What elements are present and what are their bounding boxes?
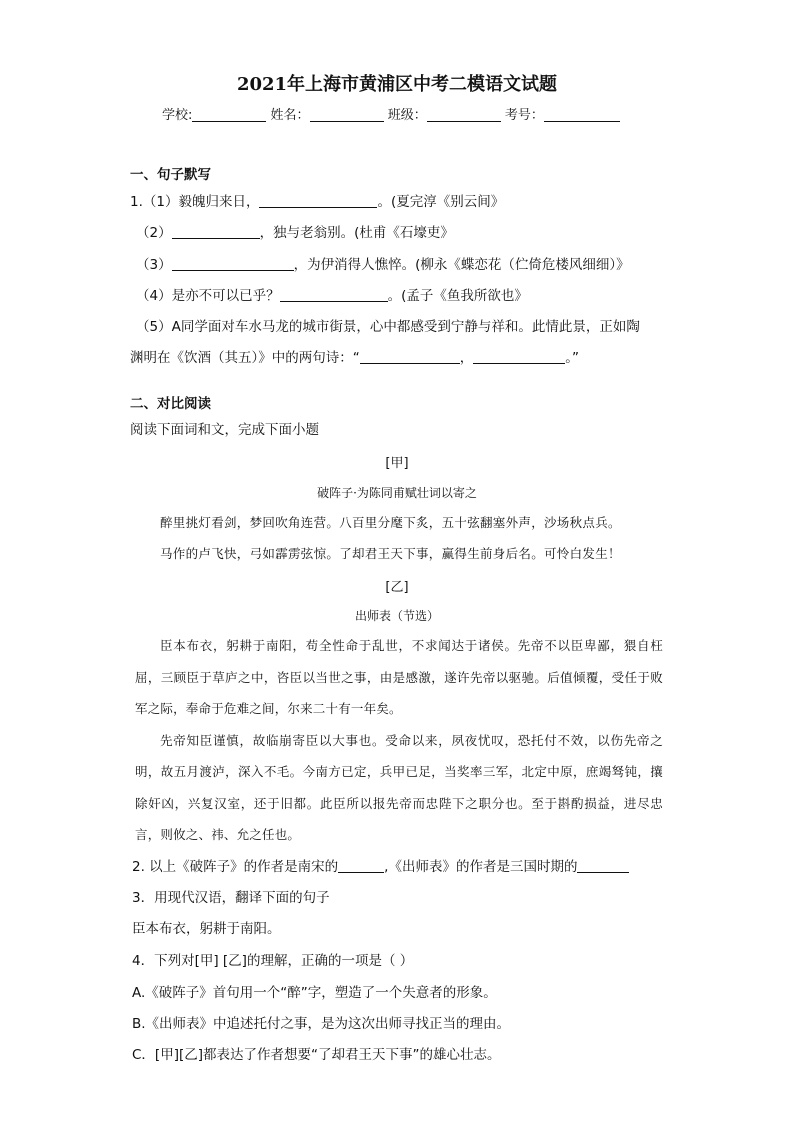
school-label: 学校: xyxy=(162,108,193,123)
q1-5-comma: ， xyxy=(459,350,474,366)
passage-yi-label: [乙] xyxy=(385,580,409,595)
number-label: 考号： xyxy=(504,108,544,123)
q1-4-source: 。(孟子《鱼我所欲也》 xyxy=(387,288,528,304)
q1-4-prefix: （4）是亦不可以已乎？ xyxy=(136,288,280,304)
section2-intro: 阅读下面词和文，完成下面小题 xyxy=(130,422,319,438)
question-1-2 xyxy=(136,224,454,242)
question-1-4 xyxy=(136,287,528,305)
class-blank[interactable] xyxy=(427,107,501,122)
q1-4-blank[interactable] xyxy=(280,287,388,302)
q2-blank-1[interactable] xyxy=(338,858,384,873)
q1-2-source: ，独与老翁别。(杜甫《石壕吏》 xyxy=(259,225,454,241)
student-info-line xyxy=(162,104,620,123)
q2-blank-2[interactable] xyxy=(577,858,629,873)
question-4-option-a[interactable]: A.《破阵子》首句用一个“醉”字，塑造了一个失意者的形象。 xyxy=(132,985,497,1001)
q1-1-prefix: 1.（1）毅魄归来日， xyxy=(130,194,260,210)
q1-3-source: ，为伊消得人憔悴。(柳永《蝶恋花（伫倚危楼风细细）》 xyxy=(293,257,630,273)
question-3-sentence: 臣本布衣，躬耕于南阳。 xyxy=(132,921,281,937)
question-4-option-c[interactable]: C．[甲][乙]都表达了作者想要“了却君王天下事”的雄心壮志。 xyxy=(132,1047,501,1063)
q1-5-blank-2[interactable] xyxy=(473,349,565,364)
passage-yi-title: 出师表（节选） xyxy=(354,609,439,623)
question-1-5-line1: （5）A同学面对车水马龙的城市街景，心中都感受到宁静与祥和。此情此景，正如陶 xyxy=(136,319,640,335)
q1-1-blank[interactable] xyxy=(259,193,377,208)
q1-5-suffix: 。” xyxy=(565,350,579,366)
passage-jia-line-1: 醉里挑灯看剑，梦回吹角连营。八百里分麾下炙，五十弦翻塞外声，沙场秋点兵。 xyxy=(160,515,621,530)
passage-jia-title: 破阵子·为陈同甫赋壮词以寄之 xyxy=(317,486,477,500)
school-blank[interactable] xyxy=(192,107,266,122)
section2-heading: 二、对比阅读 xyxy=(130,396,211,412)
q1-2-blank[interactable] xyxy=(172,224,260,239)
q1-3-blank[interactable] xyxy=(172,256,294,271)
number-blank[interactable] xyxy=(544,107,620,122)
question-1-3 xyxy=(136,256,630,274)
q1-5-prefix: 渊明在《饮酒（其五）》中的两句诗：“ xyxy=(130,350,360,366)
question-1-1 xyxy=(130,193,504,211)
class-label: 班级： xyxy=(387,108,427,123)
q2-prefix: 2. 以上《破阵子》的作者是南宋的 xyxy=(132,859,339,875)
q2-middle: ,《出师表》的作者是三国时期的 xyxy=(384,859,578,875)
q1-1-source: 。(夏完淳《别云间》 xyxy=(377,194,505,210)
q1-2-prefix: （2） xyxy=(136,225,172,241)
passage-jia-line-2: 马作的卢飞快，弓如霹雳弦惊。了却君王天下事，赢得生前身后名。可怜白发生！ xyxy=(160,546,621,561)
question-2 xyxy=(132,858,629,876)
passage-yi-paragraph-2: 先帝知臣谨慎，故临崩寄臣以大事也。受命以来，夙夜忧叹，恐托付不效，以伤先帝之明，故五月渡泸，深入不毛。今南方已定，兵甲已足，当奖率三军，北定中原，庶竭驽钝，攘除奸凶，兴复汉室，还于旧都。此臣所以报先帝而忠陛下之职分也。至于斟酌损益，进尽忠言，则攸之、祎、允之任也。 xyxy=(135,732,663,842)
page-title: 2021年上海市黄浦区中考二模语文试题 xyxy=(236,74,558,95)
passage-yi-body xyxy=(135,630,663,851)
question-4: 4．下列对[甲] [乙]的理解，正确的一项是（ ） xyxy=(132,953,414,969)
name-blank[interactable] xyxy=(310,107,384,122)
q1-3-prefix: （3） xyxy=(136,257,172,273)
question-4-option-b[interactable]: B.《出师表》中追述托付之事，是为这次出师寻找正当的理由。 xyxy=(132,1016,511,1032)
section1-heading: 一、句子默写 xyxy=(130,167,211,183)
passage-yi-paragraph-1: 臣本布衣，躬耕于南阳，苟全性命于乱世，不求闻达于诸侯。先帝不以臣卑鄙，猥自枉屈，三顾臣于草庐之中，咨臣以当世之事，由是感激，遂许先帝以驱驰。后值倾覆，受任于败军之际，奉命于危难之间，尔来二十有一年矣。 xyxy=(135,638,663,716)
passage-jia-label: [甲] xyxy=(385,456,409,471)
q1-5-blank-1[interactable] xyxy=(360,349,460,364)
question-3: 3．用现代汉语，翻译下面的句子 xyxy=(132,890,330,906)
question-1-5-line2 xyxy=(130,349,579,367)
name-label: 姓名： xyxy=(270,108,310,123)
